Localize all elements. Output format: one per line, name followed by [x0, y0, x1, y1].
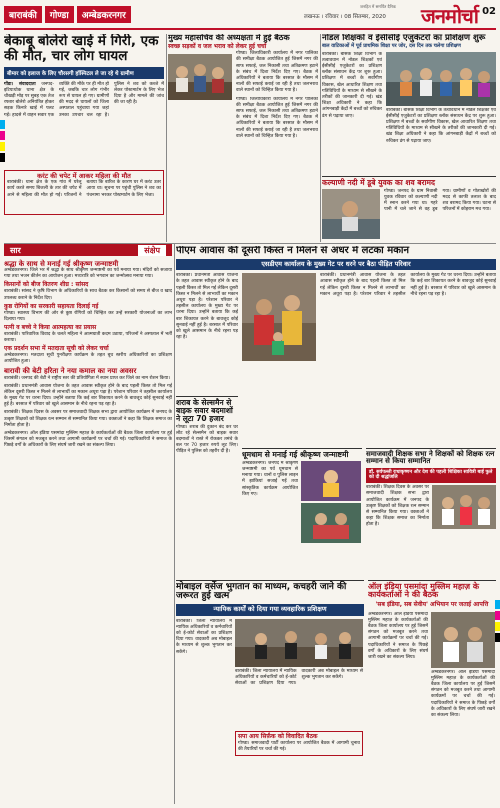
training-photo — [386, 52, 496, 106]
brief-body: गोण्डा। स्वास्थ्य विभाग की ओर से कुष्ठ रोगियों को चिन्हित कर उन्हें सरकारी योजनाओं का लाभ दिलाया गया। — [4, 310, 172, 322]
top-right-story — [322, 34, 496, 174]
pasmanda-photo — [431, 612, 495, 668]
top-middle-headline: मुख्य महासचिव की अध्यक्षता में हुई बैठक — [168, 34, 290, 42]
top-right-body: बाराबंकी। बेसिक शिक्षा विभाग के तत्वावधान में नोडल शिक्षकों एवं ईसीसीई एजुकेटरों का प्रशिक्षण ब्लॉक संसाधन केंद्र पर शुरू हुआ। प्रशिक्षण में बच्चों के सर्वांगीण विकास, खेल आधारित शिक्षण तथा गतिविधियों के माध्यम से सीखने के तरीकों की जानकारी दी गई। खंड शिक्षा अधिकारी ने कहा कि आंगनबाड़ी केंद्रों में बच्चों को रुचिकर ढंग से पढ़ाया जाए। — [322, 51, 382, 119]
pasmanda-body: अम्बेडकरनगर। ऑल इंडिया पसमांदा मुस्लिम महाज़ के कार्यकर्ताओं की बैठक जिला कार्यालय पर हुई जिसमें संगठन को मजबूत करने तथा आगामी कार्यक्रमों पर चर्चा की गई। पदाधिकारियों ने समाज के पिछड़े वर्गों के अधिकारों के लिए संघर्ष जारी रखने का संकल्प लिया। — [368, 611, 428, 660]
top-right-photos — [386, 52, 496, 162]
lead-inset-body: बाराबंकी। थाना क्षेत्र के एक गांव में घरेलू कार्य करते समय बिजली के तार की चपेट में आने से महिला की मौत हो गई। परिजनों ने बताया कि बारिश के कारण घर में करंट उतर आया था। सूचना पर पहुंची पुलिस ने शव का पंचनामा भरकर पोस्टमार्टम के लिए भेजा। — [7, 180, 161, 198]
top-right-body-2: बाराबंकी। बेसिक शिक्षा विभाग के तत्वावधान में नोडल शिक्षकों एवं ईसीसीई एजुकेटरों का प्रशिक्षण ब्लॉक संसाधन केंद्र पर शुरू हुआ। प्रशिक्षण में बच्चों के सर्वांगीण विकास, खेल आधारित शिक्षण तथा गतिविधियों के माध्यम से सीखने के तरीकों की जानकारी दी गई। खंड शिक्षा अधिकारी ने कहा कि आंगनबाड़ी केंद्रों में बच्चों को रुचिकर ढंग से पढ़ाया जाए। — [386, 107, 496, 144]
jhanki-photo-2 — [301, 503, 361, 543]
pasmanda-content — [368, 612, 496, 782]
robbery-body: गोण्डा। शराब की दुकान बंद कर घर लौट रहे सेल्समैन को बाइक सवार बदमाशों ने रास्ते में रोककर तमंचे के बल पर 70 हजार रुपये लूट लिए। पीड़ित ने पुलिस को तहरीर दी है। — [176, 424, 238, 455]
briefs-label-text: सार — [10, 246, 21, 255]
top-middle-body: गोण्डा। जिलाधिकारी कार्यालय में नगर पालिका की समीक्षा बैठक आयोजित हुई जिसमें नगर की साफ सफाई, जल निकासी तथा अतिक्रमण हटाने के संबंध में दिशा निर्देश दिए गए। बैठक में अधिकारियों ने बताया कि बरसात के मौसम में नालों की सफाई कराई जा रही है तथा जलभराव वाले स्थानों को चिन्हित किया गया है। — [236, 51, 318, 94]
date-line: लखनऊ । रविवार । 08 सितम्बर, 2020 — [304, 14, 386, 20]
brief-body: बाराबंकी। जनपद की बेटी ने राष्ट्रीय स्तर की प्रतियोगिता में स्थान प्राप्त कर जिले का नाम रोशन किया। — [4, 375, 170, 381]
location-tabs — [4, 6, 131, 23]
brief-item — [4, 325, 172, 344]
top-right-columns — [322, 52, 496, 162]
janmashtami-photos — [301, 461, 361, 571]
brief-item — [4, 282, 172, 301]
side-body: गोण्डा। जनपद के ग्राम निवासी युवक रविवार को कल्याणी नदी में स्नान करने गया था। गहरे पानी में चले जाने से वह डूब गया। ग्रामीणों व गोताखोरों की मदद से काफी तलाश के बाद शव बरामद किया गया। घटना से परिजनों में कोहराम मच गया। — [384, 188, 496, 213]
location-ambedkarnagar: अम्बेडकरनगर — [77, 6, 131, 23]
lead-inset-title: करंट की चपेट में आकर महिला की मौत — [37, 171, 131, 180]
brief-title: श्रद्धा के साथ से मनाई गई श्रीकृष्ण जन्माष्टमी — [4, 260, 119, 268]
robbery-story — [176, 396, 238, 506]
top-middle-body-2: गोण्डा। जिलाधिकारी कार्यालय में नगर पालिका की समीक्षा बैठक आयोजित हुई जिसमें नगर की साफ सफाई, जल निकासी तथा अतिक्रमण हटाने के संबंध में दिशा निर्देश दिए गए। बैठक में अधिकारियों ने बताया कि बरसात के मौसम में नालों की सफाई कराई जा रही है तथा जलभराव वाले स्थानों को चिन्हित किया गया है। — [236, 96, 318, 139]
lead-body-text: जनपद-इटियाथोक थाना क्षेत्र के चौखड़ी मोड़ पर सुबह एक तेज रफ्तार बोलेरो अनियंत्रित होकर सड़क किनारे खाई में पलट गई। हादसे में वाहन सवार एक व्यक्ति की मौके पर ही मौत हो गई, जबकि चार लोग गंभीर रूप से घायल हो गए। ग्रामीणों की मदद से घायलों को जिला अस्पताल पहुंचाया गया जहां उनका उपचार चल रहा है। पुलिस ने शव को कब्जे में लेकर पोस्टमार्टम के लिए भेज दिया है और मामले की जांच की जा रही है। — [4, 81, 164, 118]
top-middle-story — [168, 34, 318, 242]
center-body: बाराबंकी। प्रधानमंत्री आवास योजना के तहत आवास स्वीकृत होने के बाद पहली किस्त तो मिल गई लेकिन दूसरी किस्त न मिलने से लाभार्थी का मकान अधूरा पड़ा है। परेशान परिवार ने तहसील कार्यालय के मुख्य गेट पर धरना दिया। उन्होंने बताया कि कई बार शिकायत करने के बावजूद कोई सुनवाई नहीं हुई है। बरसात में परिवार को खुले आसमान के नीचे रहना पड़ रहा है। — [176, 273, 238, 341]
pasmanda-body-2: अम्बेडकरनगर। ऑल इंडिया पसमांदा मुस्लिम महाज़ के कार्यकर्ताओं की बैठक जिला कार्यालय पर हुई जिसमें संगठन को मजबूत करने तथा आगामी कार्यक्रमों पर चर्चा की गई। पदाधिकारियों ने समाज के पिछड़े वर्गों के अधिकारों के लिए संघर्ष जारी रखने का संकल्प लिया। — [431, 669, 495, 718]
brief-body: अम्बेडकरनगर। जिले भर में श्रद्धा के साथ श्रीकृष्ण जन्माष्टमी का पर्व मनाया गया। मंदिरों को सजाया गया तथा भजन कीर्तन का आयोजन हुआ। मध्यरात्रि को भगवान का जन्मोत्सव मनाया गया। — [4, 268, 172, 280]
briefs-column — [4, 258, 172, 802]
brief-body: अम्बेडकरनगर। मतदाता सूची पुनरीक्षण कार्यक्रम के तहत बूथ स्तरीय अधिकारियों का प्रशिक्षण आयोजित हुआ। — [4, 353, 172, 365]
column-rule — [4, 243, 496, 244]
pasmanda-right — [431, 612, 495, 782]
protest-photo — [242, 273, 316, 361]
briefs-label-text-2: संक्षेप — [138, 245, 166, 256]
brief-title: एक प्रदर्शन सभा में मतदाता सूची को लेकर चर्चा — [4, 345, 109, 353]
page-number: 02 — [482, 6, 496, 17]
meeting-photo — [168, 54, 232, 100]
lead-body — [4, 82, 164, 168]
lead-dateline: गोंडा। संवाददाता — [4, 81, 36, 87]
pasmanda-story — [368, 580, 496, 804]
brief-item — [4, 346, 172, 365]
samajwadi-bar: डॉ. सर्वपल्ली राधाकृष्णन और देश की पहली शिक्षिका सावित्री बाई फुले को दी श्रद्धांजलि — [366, 468, 496, 484]
brief-title: बारावी की बेटी हरिता ने नया कमाल का नया अवसर — [4, 367, 137, 376]
jhanki-photo-1 — [301, 461, 361, 501]
mobile-payment-right — [235, 619, 363, 799]
mobile-payment-bar: न्यायिक कार्यों को दिया गया व्यवहारिक प्रशिक्षण — [176, 604, 364, 616]
masthead-tagline: जनहित में समर्पित दैनिक — [360, 4, 396, 9]
small-box-body: गोण्डा। समाजवादी पार्टी कार्यालय पर आयोजित बैठक में आगामी चुनाव की तैयारियों पर चर्चा की गई। — [238, 740, 360, 752]
lead-inset — [4, 170, 164, 215]
janmashtami-story — [242, 448, 362, 578]
brief-title: किसानों को बीज वितरण शीघ्र : सांसद — [4, 281, 89, 289]
janmashtami-body: अम्बेडकरनगर। जनपद में श्रीकृष्ण जन्माष्टमी का पर्व धूमधाम से मनाया गया। थानों व पुलिस लाइन में झांकियां सजाई गईं तथा सांस्कृतिक कार्यक्रम आयोजित किए गए। — [242, 460, 298, 497]
brief-body: बाराबंकी। सांसद ने कृषि विभाग के अधिकारियों के साथ बैठक कर किसानों को समय से बीज व खाद उपलब्ध कराने के निर्देश दिए। — [4, 289, 172, 301]
small-box-headline: सपा आय सिर्फ़ंक को विवादित बैठक — [238, 732, 318, 740]
top-middle-subhead: स्वच्छ सड़कों व जल भराव को लेकर हुई चर्चा — [168, 43, 267, 51]
brief-filler-3: अम्बेडकरनगर। ऑल इंडिया पसमांदा मुस्लिम महाज़ के कार्यकर्ताओं की बैठक जिला कार्यालय पर हुई जिसमें संगठन को मजबूत करने तथा आगामी कार्यक्रमों पर चर्चा की गई। पदाधिकारियों ने समाज के पिछड़े वर्गों के अधिकारों के लिए संघर्ष जारी रखने का संकल्प लिया। — [4, 431, 172, 449]
top-right-subhead: बाल वाटिकाओं में पूर्व प्राथमिक शिक्षा पर जोर, दस दिन तक चलेगा प्रशिक्षण — [322, 42, 461, 49]
small-box — [235, 731, 363, 756]
mobile-payment-headline: मोबाइल वर्सेज भुगतान का माध्यम, कचहरी जाने की जरूरत हुई खत्म — [176, 580, 364, 602]
brief-item — [4, 304, 172, 323]
janmashtami-headline: धूमधाम से मनाई गई श्रीकृष्ण जन्माष्टमी — [242, 448, 362, 459]
mobile-payment-content — [176, 619, 364, 799]
page-header — [4, 4, 496, 30]
award-photo — [432, 485, 496, 529]
court-photo — [235, 619, 363, 667]
location-barabanki: बाराबंकी — [4, 6, 42, 23]
pasmanda-subhead: 'सब इंडिया, सब सेवीय' अभियान पर जताई आपत्ति — [375, 600, 489, 608]
pasmanda-headline: ऑल इंडिया पसमांदा मुस्लिम महाज़ के कार्यकर्ताओं ने की बैठक — [368, 580, 496, 600]
samajwadi-body: बाराबंकी। शिक्षक दिवस के अवसर पर समाजवादी शिक्षक सभा द्वारा आयोजित कार्यक्रम में जनपद के उत्कृष्ट शिक्षकों को शिक्षक रत्न सम्मान से सम्मानित किया गया। वक्ताओं ने कहा कि शिक्षक समाज का निर्माता होता है। — [366, 485, 429, 528]
mobile-payment-body-2: बाराबंकी। जिला न्यायालय में न्यायिक अधिकारियों व कर्मचारियों को ई-कोर्ट सेवाओं का प्रशिक्षण दिया गया। वादकारी अब मोबाइल के माध्यम से शुल्क भुगतान कर सकेंगे। — [235, 668, 363, 687]
robbery-headline: शराब के सेल्समैन से बाइक सवार बदमाशों ने लूटा 70 हजार — [176, 396, 238, 423]
river-photo — [322, 189, 380, 239]
brief-body: बाराबंकी। पारिवारिक विवाद के चलते महिला ने आत्मघाती कदम उठाया, परिजनों ने अस्पताल में भर्ती कराया। — [4, 331, 172, 344]
samajwadi-story — [366, 448, 496, 578]
lead-story — [4, 34, 164, 242]
lead-subhead: बीमार को इलाज के लिए चौरसगी हॉस्पिटल ले जा रहे थे ग्रामीण — [4, 67, 164, 79]
masthead: जनमोर्चा — [421, 4, 478, 28]
top-right-headline: नोडल शिक्षकों व ईसीसीई एजुकेटरों का प्रशिक्षण शुरू — [322, 34, 486, 43]
brief-item — [4, 367, 172, 381]
brief-filler: बाराबंकी। प्रधानमंत्री आवास योजना के तहत आवास स्वीकृत होने के बाद पहली किस्त तो मिल गई लेकिन दूसरी किस्त न मिलने से लाभार्थी का मकान अधूरा पड़ा है। परेशान परिवार ने तहसील कार्यालय के मुख्य गेट पर धरना दिया। उन्होंने बताया कि कई बार शिकायत करने के बावजूद कोई सुनवाई नहीं हुई है। बरसात में परिवार को खुले आसमान के नीचे रहना पड़ रहा है। — [4, 383, 172, 408]
lead-headline: बेकाबू बोलेरो खाई में गिरी, एक की मौत, चार लोग घायल — [4, 34, 159, 64]
samajwadi-headline: समाजवादी शिक्षक सभा ने शिक्षकों को शिक्षक रत्न सम्मान से किया सम्मानित — [366, 450, 495, 466]
side-headline: कल्याणी नदी में डूबे युवक का शव बरामद — [322, 176, 496, 187]
brief-filler-2: बाराबंकी। शिक्षक दिवस के अवसर पर समाजवादी शिक्षक सभा द्वारा आयोजित कार्यक्रम में जनपद के उत्कृष्ट शिक्षकों को शिक्षक रत्न सम्मान से सम्मानित किया गया। वक्ताओं ने कहा कि शिक्षक समाज का निर्माता होता है। — [4, 410, 172, 428]
janmashtami-content — [242, 461, 362, 571]
mobile-payment-story — [176, 580, 364, 804]
mobile-payment-body: बाराबंकी। जिला न्यायालय में न्यायिक अधिकारियों व कर्मचारियों को ई-कोर्ट सेवाओं का प्रशिक्षण दिया गया। वादकारी अब मोबाइल के माध्यम से शुल्क भुगतान कर सकेंगे। — [176, 618, 232, 655]
brief-item — [4, 260, 172, 280]
column-rule — [166, 34, 167, 242]
brief-title: कुष्ठ रोगियों का सरकारी सहायता दिलाई गई — [4, 302, 99, 310]
brief-title: पत्नी व बच्चे ने किया आत्महत्या का प्रयास — [4, 323, 97, 331]
column-rule — [174, 244, 175, 804]
location-gonda: गोण्डा — [45, 6, 74, 23]
column-rule — [320, 34, 321, 242]
briefs-label — [4, 244, 172, 256]
center-subhead-bar: एसडीएम कार्यालय के मुख्य गेट पर धरने पर बैठा पीड़ित परिवार — [176, 259, 496, 271]
center-headline: पीएम आवास की दूसरी किस्त न मिलने से अधर में लटका मकान — [176, 246, 410, 256]
center-body-2: बाराबंकी। प्रधानमंत्री आवास योजना के तहत आवास स्वीकृत होने के बाद पहली किस्त तो मिल गई लेकिन दूसरी किस्त न मिलने से लाभार्थी का मकान अधूरा पड़ा है। परेशान परिवार ने तहसील कार्यालय के मुख्य गेट पर धरना दिया। उन्होंने बताया कि कई बार शिकायत करने के बावजूद कोई सुनवाई नहीं हुई है। बरसात में परिवार को खुले आसमान के नीचे रहना पड़ रहा है। — [320, 273, 496, 297]
